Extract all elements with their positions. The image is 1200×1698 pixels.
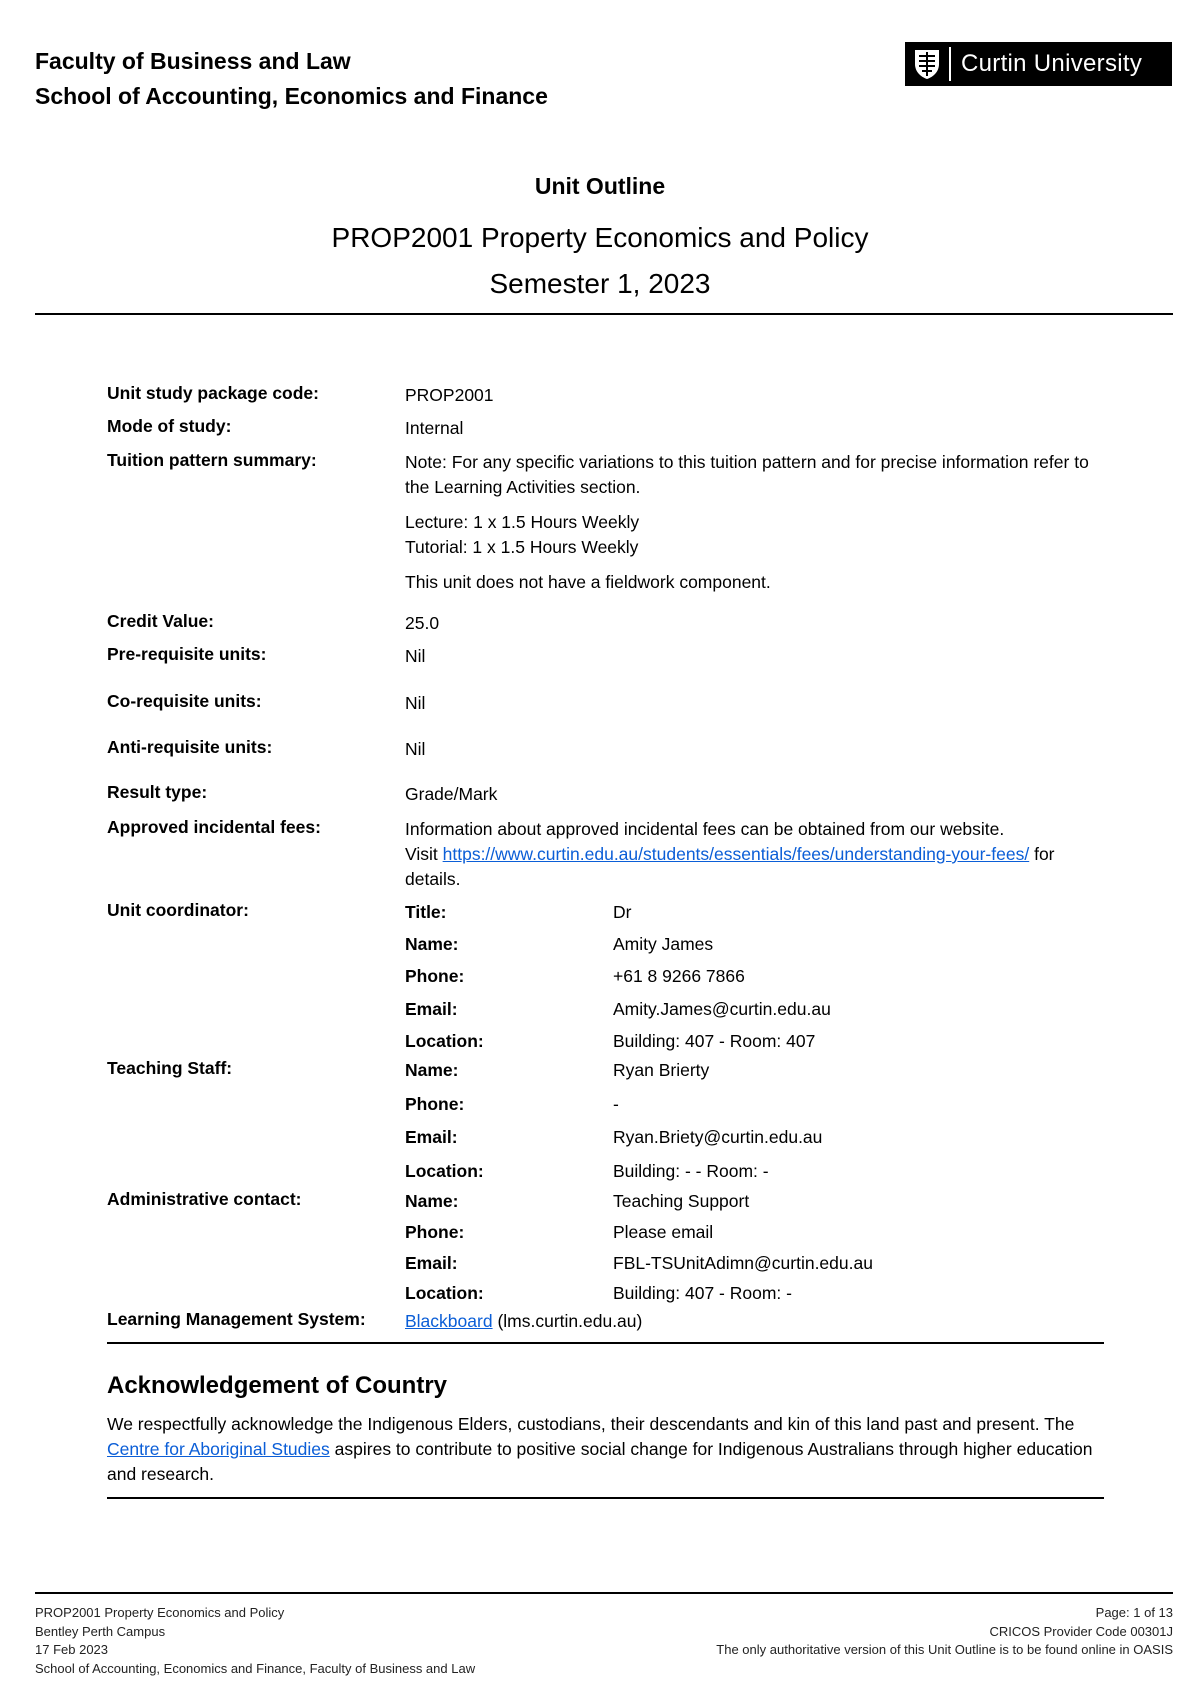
field-label-phone: Phone: — [405, 1221, 465, 1242]
aboriginal-studies-link[interactable]: Centre for Aboriginal Studies — [107, 1439, 330, 1459]
footer-school: School of Accounting, Economics and Finance, Faculty of Business and Law — [35, 1660, 476, 1676]
teaching-location: Building: - - Room: - — [613, 1160, 769, 1181]
detail-label: Result type: — [107, 782, 208, 802]
lms-link[interactable]: Blackboard — [405, 1311, 493, 1331]
coordinator-contact — [405, 900, 1107, 1058]
detail-value: Nil — [405, 646, 426, 666]
detail-value: PROP2001 — [405, 385, 494, 405]
detail-row-lms — [107, 1309, 1107, 1334]
acknowledgement-text-after: aspires to contribute to positive social change for Indigenous Australians through higher education and research. — [107, 1439, 1093, 1484]
field-label-location: Location: — [405, 1283, 484, 1304]
detail-row-tuition — [107, 450, 1107, 611]
teaching-contact — [405, 1058, 1107, 1189]
fees-value — [405, 817, 1107, 900]
section-divider — [107, 1342, 1104, 1344]
fees-visit: Visit — [405, 844, 438, 864]
lms-value — [405, 1309, 1107, 1334]
field-label-email: Email: — [405, 1127, 458, 1147]
detail-row-teaching — [107, 1058, 1107, 1189]
authoritative-note: The only authoritative version of this Unit Outline is to be found online in OASIS — [716, 1642, 1173, 1657]
detail-label: Unit study package code: — [107, 383, 319, 403]
detail-row-admin — [107, 1189, 1107, 1309]
field-label-email: Email: — [405, 998, 458, 1019]
detail-label: Learning Management System: — [107, 1309, 366, 1329]
admin-location: Building: 407 - Room: - — [613, 1283, 792, 1304]
detail-label: Tuition pattern summary: — [107, 450, 317, 470]
tuition-lecture: Lecture: 1 x 1.5 Hours Weekly — [405, 512, 640, 532]
fees-after: for details. — [405, 844, 1055, 889]
detail-row-credit — [107, 611, 1107, 644]
cricos-code: CRICOS Provider Code 00301J — [989, 1623, 1173, 1639]
section-divider — [107, 1497, 1104, 1499]
footer-unit: PROP2001 Property Economics and Policy — [35, 1605, 285, 1620]
detail-row-package-code — [107, 383, 1107, 416]
logo-separator — [949, 47, 951, 81]
field-label-location: Location: — [405, 1160, 484, 1181]
footer-campus: Bentley Perth Campus — [35, 1623, 166, 1639]
acknowledgement-heading: Acknowledgement of Country — [107, 1372, 448, 1399]
fees-text: Information about approved incidental fees can be obtained from our website. — [405, 819, 1005, 839]
tuition-fieldwork: This unit does not have a fieldwork component. — [405, 572, 771, 592]
detail-value: 25.0 — [405, 613, 440, 633]
semester: Semester 1, 2023 — [489, 268, 711, 299]
unit-details — [107, 383, 1107, 1334]
coordinator-name: Amity James — [613, 934, 714, 955]
field-label-name: Name: — [405, 1060, 459, 1080]
fees-link[interactable]: https://www.curtin.edu.au/students/essentials/fees/understanding-your-fees/ — [442, 844, 1030, 864]
tuition-note: Note: For any specific variations to this tuition pattern and for precise information refer to the Learning Activities section. — [405, 452, 1089, 497]
detail-row-result — [107, 782, 1107, 817]
faculty-heading — [35, 44, 548, 114]
admin-contact — [405, 1189, 1107, 1309]
detail-label: Administrative contact: — [107, 1189, 302, 1209]
acknowledgement-text-before: We respectfully acknowledge the Indigenous Elders, custodians, their descendants and kin of this land past and present. The — [107, 1414, 1075, 1434]
detail-row-prereq — [107, 644, 1107, 691]
field-label-phone: Phone: — [405, 1093, 465, 1114]
detail-label: Co-requisite units: — [107, 691, 262, 711]
field-label-phone: Phone: — [405, 966, 465, 987]
footer-divider — [35, 1592, 1173, 1594]
page-number: Page: 1 of 13 — [1095, 1605, 1173, 1620]
detail-row-coordinator — [107, 900, 1107, 1058]
teaching-phone: - — [613, 1093, 619, 1114]
detail-value: Internal — [405, 418, 464, 438]
detail-label: Anti-requisite units: — [107, 737, 273, 757]
tuition-tutorial: Tutorial: 1 x 1.5 Hours Weekly — [405, 537, 639, 557]
curtin-logo — [905, 42, 1172, 86]
logo-text: Curtin University — [961, 50, 1143, 77]
field-label-location: Location: — [405, 1030, 484, 1051]
detail-row-coreq — [107, 691, 1107, 737]
tuition-pattern — [405, 510, 1107, 560]
detail-label: Pre-requisite units: — [107, 644, 267, 664]
detail-label: Unit coordinator: — [107, 900, 249, 920]
title-divider — [35, 313, 1173, 315]
field-label-name: Name: — [405, 934, 459, 955]
detail-row-fees — [107, 817, 1107, 900]
detail-label: Mode of study: — [107, 416, 232, 436]
field-label-title: Title: — [405, 902, 447, 922]
admin-email: FBL-TSUnitAdimn@curtin.edu.au — [613, 1252, 873, 1273]
detail-value: Nil — [405, 739, 426, 759]
teaching-email: Ryan.Briety@curtin.edu.au — [613, 1127, 823, 1147]
detail-value: Grade/Mark — [405, 784, 498, 804]
detail-row-antireq — [107, 737, 1107, 782]
faculty-name: Faculty of Business and Law — [35, 48, 351, 74]
tuition-value — [405, 450, 1107, 611]
detail-label: Credit Value: — [107, 611, 214, 631]
document-type: Unit Outline — [534, 173, 666, 199]
coordinator-email: Amity.James@curtin.edu.au — [613, 998, 831, 1019]
school-name: School of Accounting, Economics and Finance — [35, 83, 548, 109]
field-label-email: Email: — [405, 1252, 458, 1273]
footer-right — [716, 1604, 1173, 1660]
field-label-name: Name: — [405, 1191, 459, 1211]
footer-left — [35, 1604, 475, 1678]
detail-row-mode — [107, 416, 1107, 450]
shield-icon — [905, 42, 949, 86]
lms-text: (lms.curtin.edu.au) — [497, 1311, 643, 1331]
detail-label: Approved incidental fees: — [107, 817, 321, 837]
acknowledgement-text — [107, 1412, 1107, 1487]
coordinator-phone: +61 8 9266 7866 — [613, 966, 745, 987]
coordinator-location: Building: 407 - Room: 407 — [613, 1030, 816, 1051]
detail-value: Nil — [405, 693, 426, 713]
unit-title: PROP2001 Property Economics and Policy — [331, 222, 869, 253]
detail-label: Teaching Staff: — [107, 1058, 233, 1078]
admin-phone: Please email — [613, 1221, 714, 1242]
footer-date: 17 Feb 2023 — [35, 1642, 109, 1657]
admin-name: Teaching Support — [613, 1191, 750, 1211]
coordinator-title: Dr — [613, 902, 632, 922]
teaching-name: Ryan Brierty — [613, 1060, 710, 1080]
